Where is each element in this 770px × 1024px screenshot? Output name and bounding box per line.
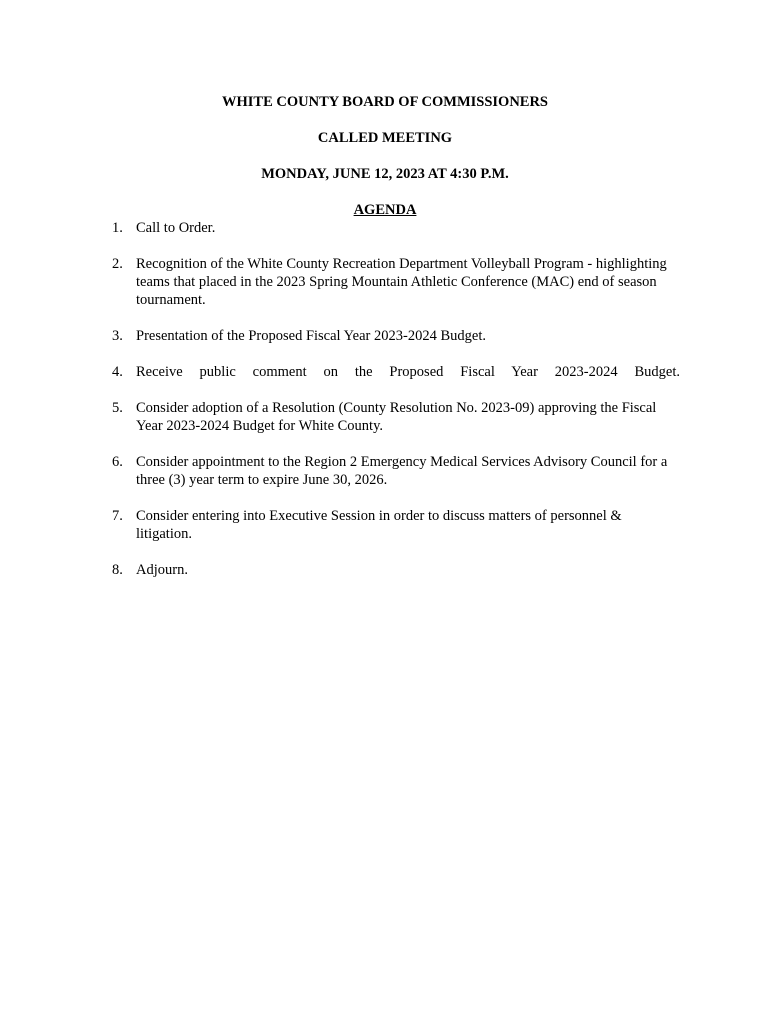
agenda-item-ems-appointment <box>112 453 680 489</box>
agenda-item-number: 6. <box>112 454 123 470</box>
agenda-item-text: Consider adoption of a Resolution (County Resolution No. 2023-09) approving the Fiscal Year 2023-2024 Budget for White County. <box>136 400 657 434</box>
agenda-item-text: Receive public comment on the Proposed Fiscal Year 2023-2024 Budget. <box>136 364 680 380</box>
agenda-item-text: Adjourn. <box>136 562 188 578</box>
agenda-item-number: 2. <box>112 256 123 272</box>
agenda-item-number: 7. <box>112 508 123 524</box>
agenda-item-number: 4. <box>112 364 123 380</box>
agenda-item-number: 8. <box>112 562 123 578</box>
agenda-item-public-comment <box>112 363 680 381</box>
agenda-item-text: Call to Order. <box>136 220 216 236</box>
meeting-type-heading: CALLED MEETING <box>317 130 453 146</box>
agenda-item-number: 3. <box>112 328 123 344</box>
agenda-item-call-to-order <box>112 219 680 237</box>
agenda-item-number: 5. <box>112 400 123 416</box>
agenda-item-text: Presentation of the Proposed Fiscal Year 2023-2024 Budget. <box>136 328 486 344</box>
organization-heading: WHITE COUNTY BOARD OF COMMISSIONERS <box>221 94 549 110</box>
agenda-item-adjourn <box>112 561 680 579</box>
agenda-item-executive-session <box>112 507 680 543</box>
agenda-item-number: 1. <box>112 220 123 236</box>
agenda-item-budget-presentation <box>112 327 680 345</box>
agenda-item-text: Consider appointment to the Region 2 Emergency Medical Services Advisory Council for a three (3) year term to expire June 30, 2026. <box>136 454 668 488</box>
agenda-item-recognition <box>112 255 680 309</box>
meeting-date-heading: MONDAY, JUNE 12, 2023 AT 4:30 P.M. <box>261 166 509 182</box>
agenda-item-budget-resolution <box>112 399 680 435</box>
agenda-item-text: Recognition of the White County Recreation Department Volleyball Program - highlighting teams that placed in the 2023 Spring Mountain Athletic Conference (MAC) end of season tournament. <box>136 256 667 308</box>
agenda-list <box>112 219 680 597</box>
agenda-title: AGENDA <box>353 202 417 218</box>
agenda-item-text: Consider entering into Executive Session in order to discuss matters of personnel & litigation. <box>136 508 622 542</box>
